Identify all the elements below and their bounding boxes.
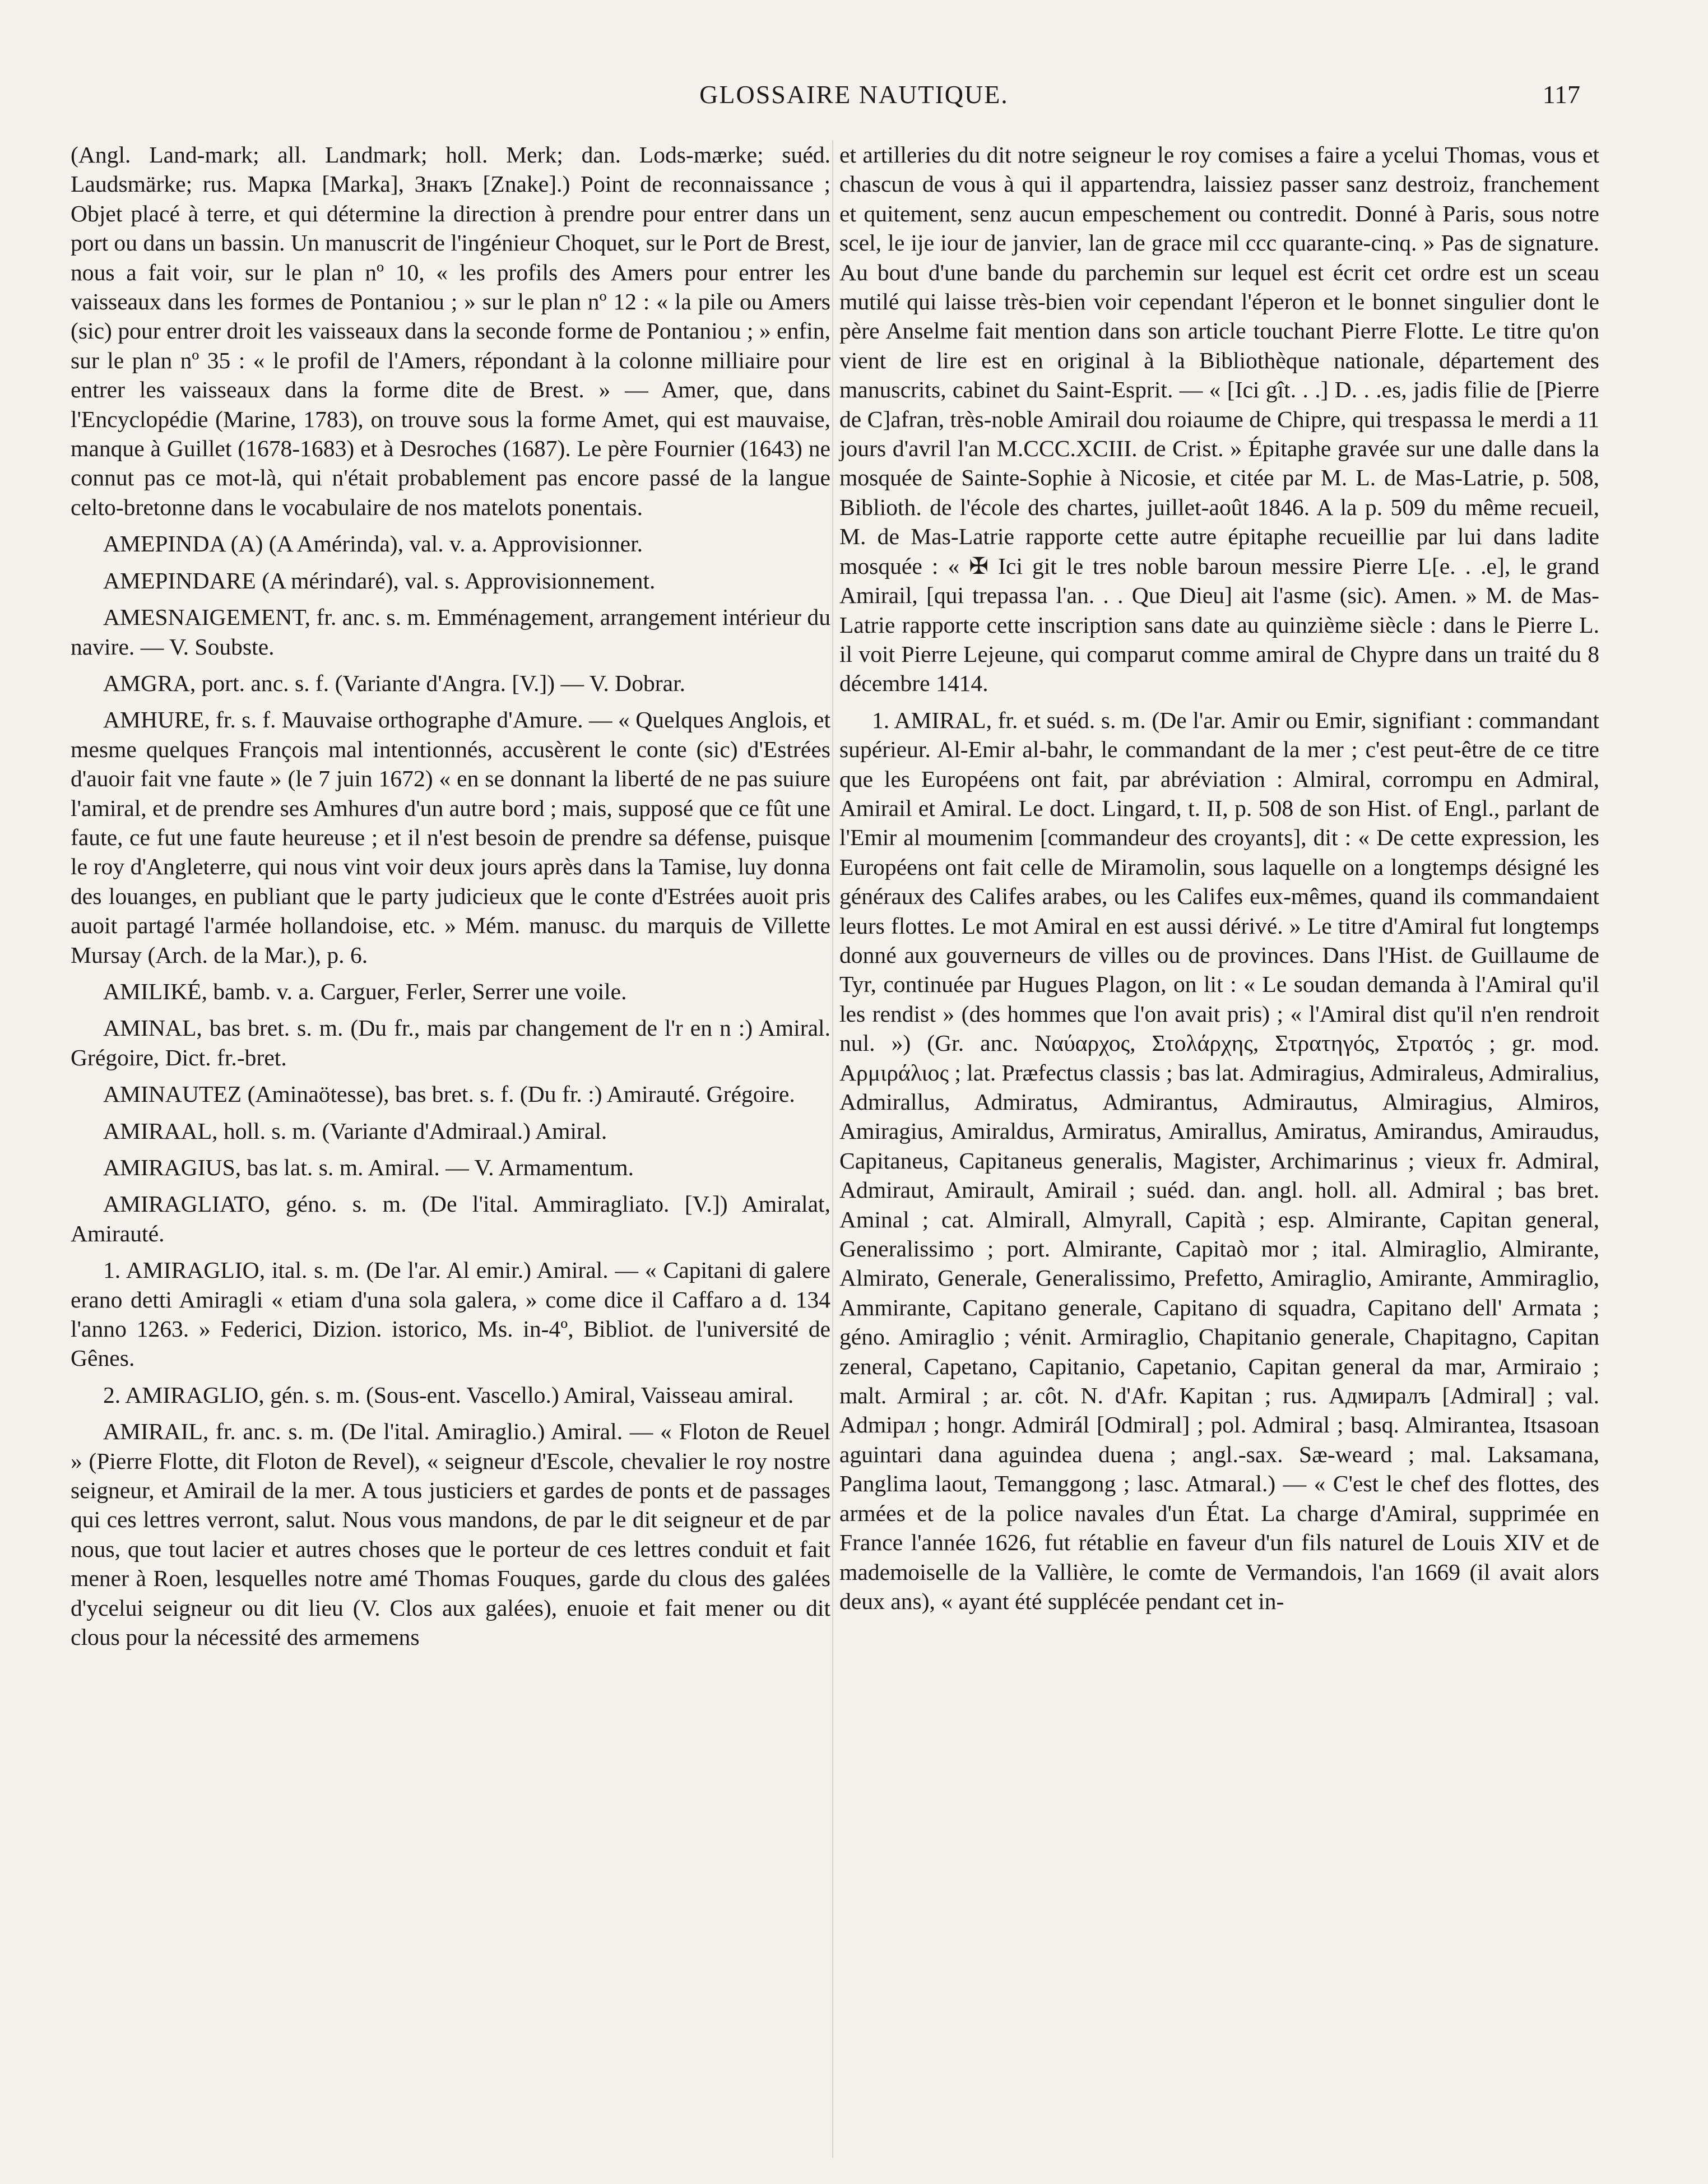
glossary-entry: AMEPINDA (A) (A Amérinda), val. v. a. Approvisionner.: [103, 531, 643, 557]
right-column: [839, 140, 1599, 1616]
glossary-entry: 1. AMIRAL, fr. et suéd. s. m. (De l'ar. Amir ou Emir, signifiant : commandant supérieur. Al-Emir al-bahr, le commandant de la mer ; c'est peut-être de ce titre que les Européens ont fait, par abréviation : Almiral, corrompu en Admiral, Amirail et Amiral. Le doct. Lingard, t. II, p. 508 de son Hist. of Engl., parlant de l'Emir al moumenim [commandeur des croyants], dit : « De cette expression, les Européens ont fait celle de Miramolin, sous laquelle on a longtemps désigné les généraux des Califes arabes, ou les Califes eux-mêmes, quand ils commandaient leurs flottes. Le mot Amiral en est aussi dérivé. » Le titre d'Amiral fut longtemps donné aux gouverneurs de villes ou de provinces. Dans l'Hist. de Guillaume de Tyr, continuée par Hugues Plagon, on lit : « Le soudan demanda à l'Amiral qu'il les rendist » (des hommes que l'on avait pris) ; « l'Amiral dist qu'il n'en rendroit nul. ») (Gr. anc. Ναύαρχος, Στολάρχης, Στρατηγός, Στρατός ; gr. mod. Αρμιράλιος ; lat. Præfectus classis ; bas lat. Admiragius, Admiraleus, Admiralius, Admirallus, Admiratus, Admirantus, Admirautus, Almiragius, Almiros, Amiragius, Amiraldus, Armiratus, Amirallus, Amiratus, Amirandus, Amiraudus, Capitaneus, Capitaneus generalis, Magister, Archimarinus ; vieux fr. Admiral, Admiraut, Amirault, Amirail ; suéd. dan. angl. holl. all. Admiral ; bas bret. Aminal ; cat. Almirall, Almyrall, Capità ; esp. Almirante, Capitan general, Generalissimo ; port. Almirante, Capitaò mor ; ital. Almiraglio, Almirante, Almirato, Generale, Generalissimo, Prefetto, Amiraglio, Amirante, Ammiraglio, Ammirante, Capitano generale, Capitano di squadra, Capitano dell' Armata ; géno. Amiraglio ; vénit. Armiraglio, Chapitanio generale, Chapitagno, Capitan zeneral, Capetano, Capitanio, Capetanio, Capitan general da mar, Armiraio ; malt. Armiral ; ar. côt. N. d'Afr. Kapitan ; rus. Адмиралъ [Admiral] ; val. Admipaл ; hongr. Admirál [Odmiral] ; pol. Admiral ; basq. Almirantea, Itsasoan aguintari dana aguindea duena ; angl.-sax. Sæ-weard ; mal. Laksamana, Panglima laout, Temanggong ; lasc. Atmaral.) — « C'est le chef des flottes, des armées et de la police navales d'un État. La charge d'Amiral, supprimée en France l'année 1626, fut rétablie en faveur d'un fils naturel de Louis XIV et de mademoiselle de la Vallière, le comte de Vermandois, l'an 1669 (il avait alors deux ans), « ayant été supplécée pendant cet in-: [839, 707, 1599, 1614]
glossary-entry: AMIRAIL, fr. anc. s. m. (De l'ital. Amiraglio.) Amiral. — « Floton de Reuel » (Pierre Flotte, dit Floton de Revel), « seigneur d'Escole, chevalier le roy nostre seigneur, et Amirail de la mer. A tous justiciers et gardes de ponts et de passages qui ces lettres verront, salut. Nous vous mandons, de par le dit seigneur et de par nous, que tout lacier et autres choses que le porteur de ces lettres conduit et fait mener à Roen, lesquelles notre amé Thomas Fouques, garde du clous des galées d'ycelui seigneur ou dit lieu (V. Clos aux galées), enuoie et fait mener ou dit clous pour la nécessité des armemens: [71, 1418, 830, 1650]
glossary-entry: AMIRAGLIATO, géno. s. m. (De l'ital. Ammiragliato. [V.]) Amiralat, Amirauté.: [71, 1191, 830, 1246]
glossary-entry: AMIRAGIUS, bas lat. s. m. Amiral. — V. Armamentum.: [103, 1154, 634, 1180]
page-header: [0, 73, 1708, 118]
glossary-entry: 1. AMIRAGLIO, ital. s. m. (De l'ar. Al emir.) Amiral. — « Capitani di galere erano detti Amiragli « etiam d'una sola galera, » come dice il Caffaro a d. 134 l'anno 1263. » Federici, Dizion. istorico, Ms. in-4º, Bibliot. de l'université de Gênes.: [71, 1257, 830, 1371]
glossary-entry: AMHURE, fr. s. f. Mauvaise orthographe d'Amure. — « Quelques Anglois, et mesme quelques François mal intentionnés, accusèrent le conte (sic) d'Estrées d'auoir fait vne faute » (le 7 juin 1672) « en se donnant la liberté de ne pas suiure l'amiral, et de prendre ses Amhures d'un autre bord ; mais, supposé que ce fût une faute, ce fut une faute heureuse ; et il n'est besoin de prendre sa défense, puisque le roy d'Angleterre, qui nous vint voir deux jours après dans la Tamise, luy donna des louanges, en publiant que le party judicieux que le conte d'Estrées auoit pris auoit partagé l'armée hollandoise, etc. » Mém. manusc. du marquis de Villette Mursay (Arch. de la Mar.), p. 6.: [71, 707, 831, 968]
glossary-entry: AMEPINDARE (A mérindaré), val. s. Approvisionnement.: [103, 567, 656, 593]
glossary-entry: AMINAUTEZ (Aminaötesse), bas bret. s. f. (Du fr. :) Amirauté. Grégoire.: [103, 1081, 795, 1107]
paragraph: (Angl. Land-mark; all. Landmark; holl. Merk; dan. Lods-mærke; suéd. Laudsmärke; rus. Марка [Marka], Знакъ [Znake].) Point de reconnaissance ; Objet placé à terre, et qui détermine la direction à prendre pour entrer dans un port ou dans un bassin. Un manuscrit de l'ingénieur Choquet, sur le Port de Brest, nous a fait voir, sur le plan nº 10, « les profils des Amers pour entrer les vaisseaux dans les formes de Pontaniou ; » sur le plan nº 12 : « la pile ou Amers (sic) pour entrer droit les vaisseaux dans la seconde forme de Pontaniou ; » enfin, sur le plan nº 35 : « le profil de l'Amers, répondant à la colonne milliaire pour entrer les vaisseaux dans la forme dite de Brest. » — Amer, que, dans l'Encyclopédie (Marine, 1783), on trouve sous la forme Amet, qui est mauvaise, manque à Guillet (1678-1683) et à Desroches (1687). Le père Fournier (1643) ne connut pas ce mot-là, qui n'était probablement pas encore passé de la langue celto-bretonne dans le vocabulaire de nos matelots ponentais.: [71, 142, 830, 520]
glossary-entry: AMIRAAL, holl. s. m. (Variante d'Admiraal.) Amiral.: [103, 1117, 607, 1144]
paragraph: et artilleries du dit notre seigneur le roy comises a faire a ycelui Thomas, vous et chascun de vous à qui il appartendra, laissiez passer sanz destroiz, franchement et quitement, senz aucun empeschement ou contredit. Donné à Paris, sous notre scel, le ije iour de janvier, lan de grace mil ccc quarante-cinq. » Pas de signature. Au bout d'une bande du parchemin sur lequel est écrit cet ordre est un sceau mutilé qui laisse très-bien voir cependant l'éperon et le bonnet singulier dont le père Anselme fait mention dans son article touchant Pierre Flotte. Le titre qu'on vient de lire est en original à la Bibliothèque nationale, département des manuscrits, cabinet du Saint-Esprit. — « [Ici gît. . .] D. . .es, jadis filie de [Pierre de C]afran, très-noble Amirail dou roiaume de Chipre, qui trespassa le merdi a 11 jours d'avril l'an M.CCC.XCIII. de Crist. » Épitaphe gravée sur une dalle dans la mosquée de Sainte-Sophie à Nicosie, et citée par M. L. de Mas-Latrie, p. 508, Biblioth. de l'école des chartes, juillet-août 1846. A la p. 509 du même recueil, M. de Mas-Latrie rapporte cette autre épitaphe recueillie par lui dans ladite mosquée : « ✠ Ici git le tres noble baroun messire Pierre L[e. . .e], le grand Amirail, [qui trepassa l'an. . . Que Dieu] ait l'asme (sic). Amen. » M. de Mas-Latrie rapporte cette inscription sans date au quinzième siècle : dans le Pierre L. il voit Pierre Lejeune, qui comparut comme amiral de Chypre dans un traité du 8 décembre 1414.: [839, 142, 1599, 697]
left-column: [71, 140, 830, 1652]
glossary-entry: AMINAL, bas bret. s. m. (Du fr., mais par changement de l'r en n :) Amiral. Grégoire, Dict. fr.-bret.: [71, 1015, 830, 1070]
glossary-entry: AMILIKÉ, bamb. v. a. Carguer, Ferler, Serrer une voile.: [103, 978, 627, 1004]
glossary-entry: 2. AMIRAGLIO, gén. s. m. (Sous-ent. Vascello.) Amiral, Vaisseau amiral.: [103, 1381, 794, 1408]
glossary-entry: AMGRA, port. anc. s. f. (Variante d'Angra. [V.]) — V. Dobrar.: [103, 670, 686, 696]
page-number: 117: [1542, 80, 1580, 109]
running-title: GLOSSAIRE NAUTIQUE.: [699, 80, 1009, 109]
column-divider: [832, 140, 833, 2158]
glossary-entry: AMESNAIGEMENT, fr. anc. s. m. Emménagement, arrangement intérieur du navire. — V. Soubste.: [71, 604, 830, 660]
